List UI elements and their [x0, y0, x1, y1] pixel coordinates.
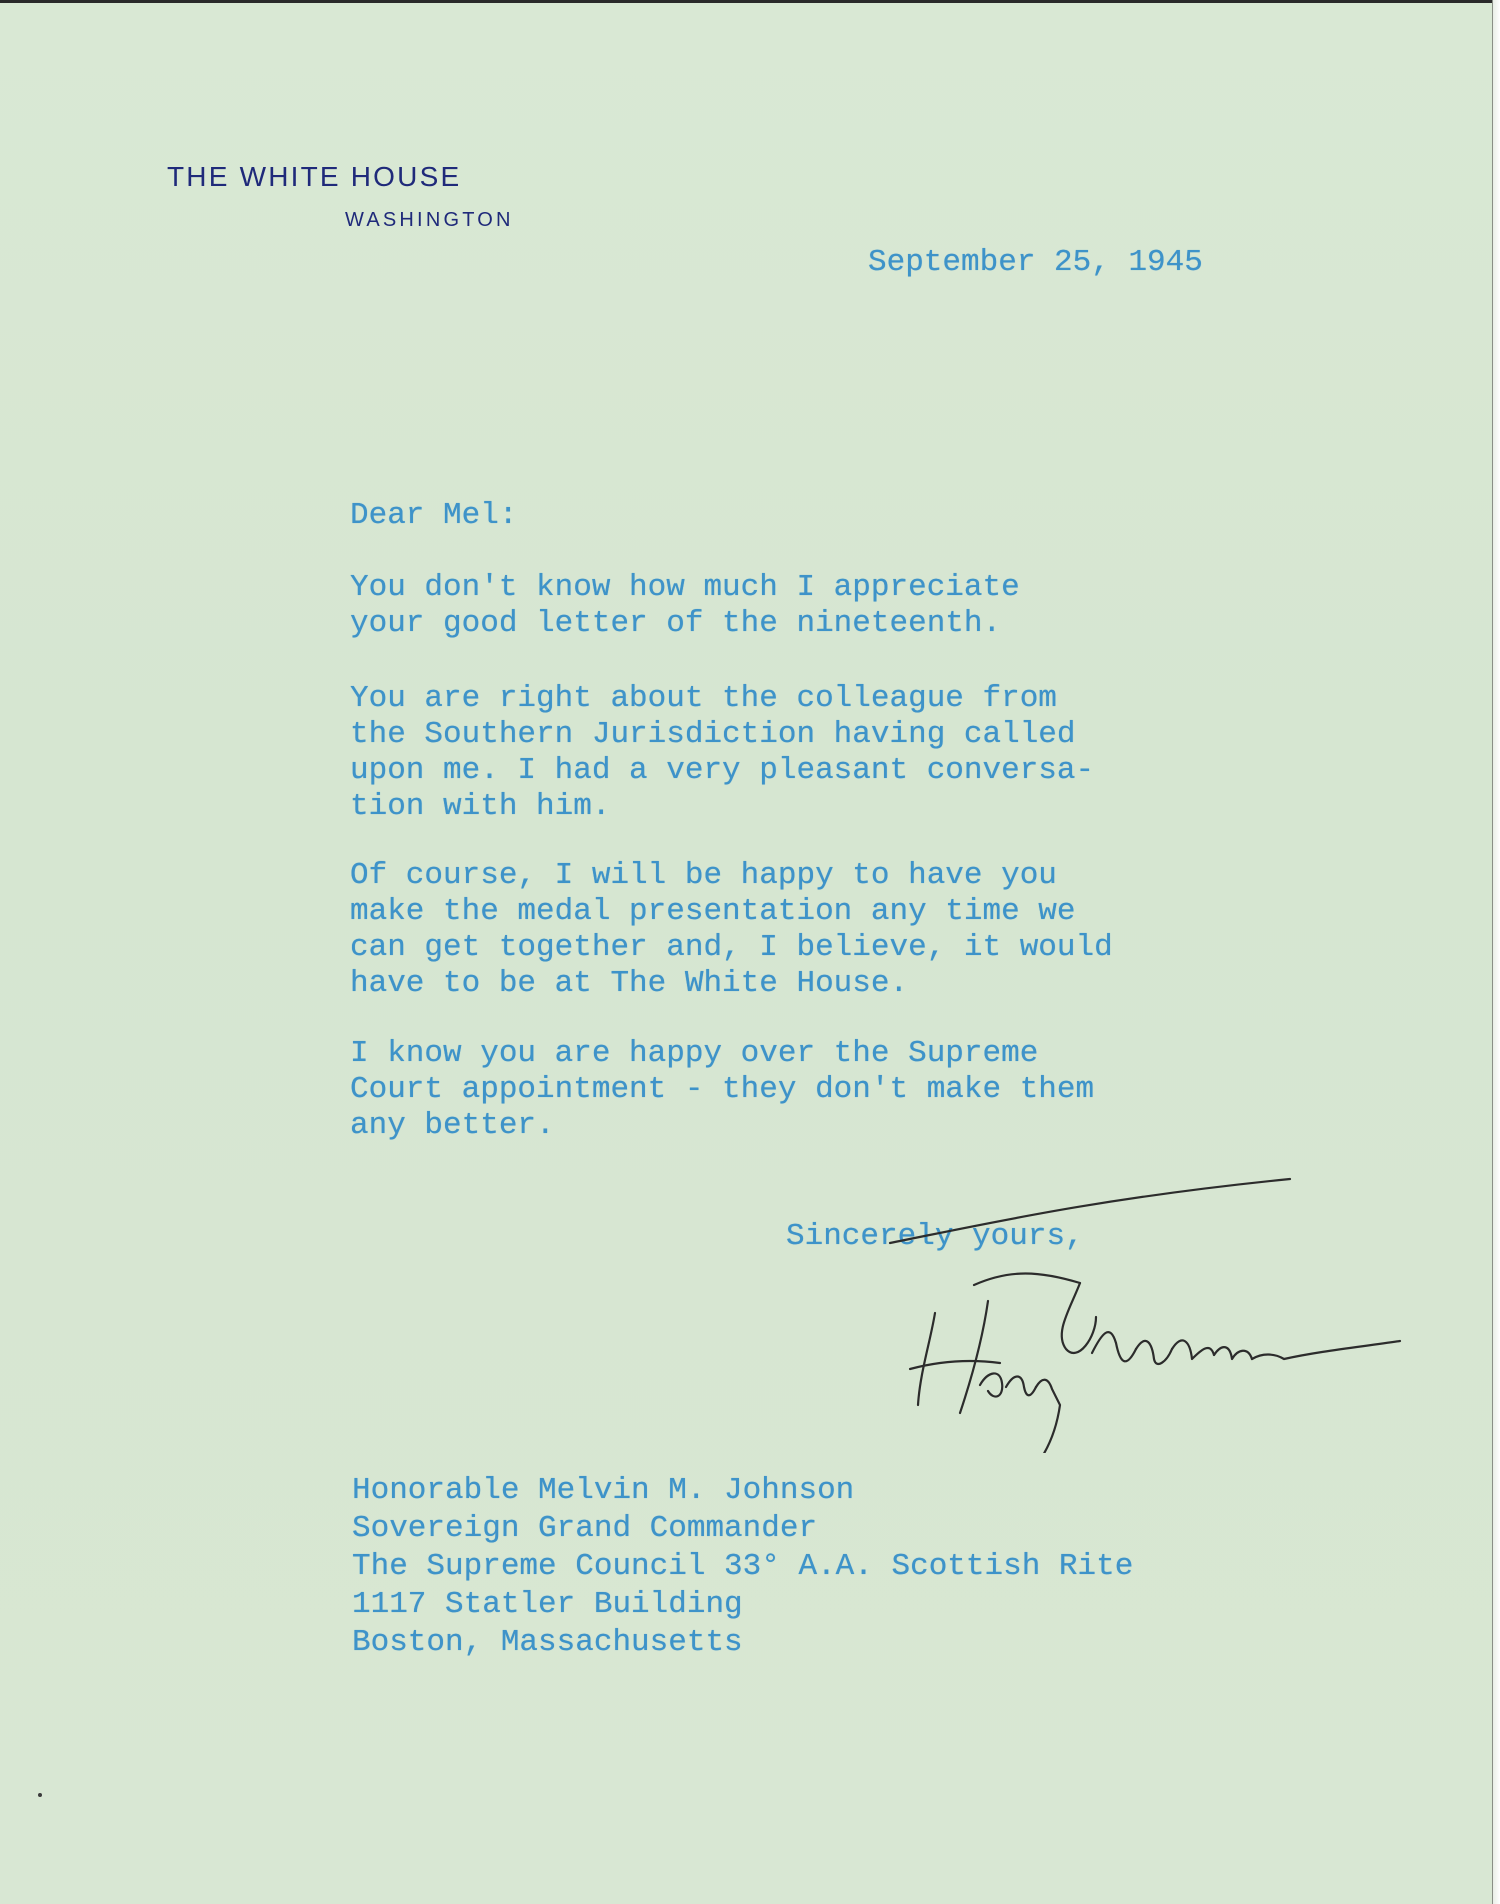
paragraph-line: Of course, I will be happy to have you [350, 858, 1057, 893]
paragraph-line: have to be at The White House. [350, 966, 909, 1001]
paragraph-line: make the medal presentation any time we [350, 894, 1076, 929]
page-edge [1492, 0, 1500, 1904]
paragraph-1 [350, 570, 1020, 642]
salutation: Dear Mel: [350, 498, 518, 533]
closing: Sincerely yours, [786, 1219, 1084, 1254]
paragraph-4 [350, 1036, 1094, 1144]
paragraph-line: upon me. I had a very pleasant conversa- [350, 753, 1095, 788]
paragraph-line: any better. [350, 1108, 555, 1143]
paragraph-line: Court appointment - they don't make them [350, 1072, 1095, 1107]
letter-date: September 25, 1945 [868, 245, 1203, 280]
paragraph-line: You are right about the colleague from [350, 681, 1057, 716]
letterhead-title: THE WHITE HOUSE [167, 161, 462, 192]
paragraph-line: You don't know how much I appreciate [350, 570, 1020, 605]
letterhead-city: WASHINGTON [345, 209, 514, 231]
paper-speck [38, 1793, 42, 1797]
paragraph-2 [350, 681, 1094, 825]
address-line: The Supreme Council 33° A.A. Scottish Rite [352, 1549, 1134, 1584]
paragraph-line: I know you are happy over the Supreme [350, 1036, 1039, 1071]
paragraph-line: your good letter of the nineteenth. [350, 606, 1002, 641]
address-line: Sovereign Grand Commander [352, 1511, 818, 1546]
paragraph-line: tion with him. [350, 789, 611, 824]
paragraph-line: can get together and, I believe, it would [350, 930, 1113, 965]
address-line: Boston, Massachusetts [352, 1625, 743, 1660]
handwritten-signature [870, 1173, 1410, 1453]
address-line: Honorable Melvin M. Johnson [352, 1473, 855, 1508]
paragraph-line: the Southern Jurisdiction having called [350, 717, 1076, 752]
paragraph-3 [350, 858, 1113, 1002]
address-line: 1117 Statler Building [352, 1587, 743, 1622]
recipient-address [352, 1473, 1133, 1663]
